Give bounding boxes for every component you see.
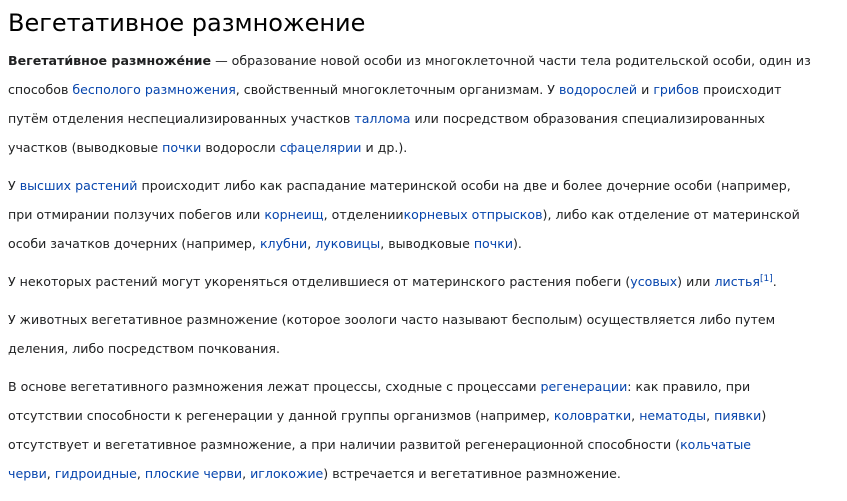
paragraph-definition <box>8 46 841 162</box>
text-line: У некоторых растений могут укореняться отделившиеся от материнского растения побеги (усовых) или листья[1]. <box>8 274 777 289</box>
text-line: отсутствует и вегетативное размножение, а при наличии развитой регенерационной способности (кольчатые <box>8 437 752 452</box>
page-title: Вегетативное размножение <box>8 9 366 37</box>
link-worms[interactable]: черви <box>8 466 47 481</box>
link-sphacelaria[interactable]: сфацелярии <box>279 140 362 155</box>
link-echinoderms[interactable]: иглокожие <box>250 466 324 481</box>
paragraph-higher-plants <box>8 171 841 258</box>
link-thallus[interactable]: таллома <box>354 111 411 126</box>
paragraph-rooting <box>8 267 841 296</box>
link-algae[interactable]: водорослей <box>558 82 638 97</box>
paragraph-animals <box>8 305 841 363</box>
link-leaves[interactable]: листья <box>714 274 760 289</box>
text-line: В основе вегетативного размножения лежат процессы, сходные с процессами регенерации: как правило, при <box>8 379 751 394</box>
link-tubers[interactable]: клубни <box>259 236 308 251</box>
link-higher-plants[interactable]: высших растений <box>19 178 138 193</box>
text-line: У высших растений происходит либо как распадание материнской особи на две и более дочерние особи (например, <box>8 178 791 193</box>
link-nematodes[interactable]: нематоды <box>639 408 707 423</box>
reference-1[interactable]: [1] <box>760 274 773 284</box>
paragraph-regeneration <box>8 372 841 488</box>
article-term: Вегетати́вное размноже́ние <box>8 53 212 68</box>
text-line: черви, гидроидные, плоские черви, иглокожие) встречается и вегетативное размножение. <box>8 466 621 481</box>
link-bulbs[interactable]: луковицы <box>315 236 381 251</box>
link-rhizomes[interactable]: корнеищ <box>264 207 324 222</box>
link-regeneration[interactable]: регенерации <box>540 379 628 394</box>
link-annelids[interactable]: кольчатые <box>680 437 752 452</box>
link-buds-2[interactable]: почки <box>473 236 513 251</box>
text-line: Вегетати́вное размноже́ние — образование новой особи из многоклеточной части тела родительской особи, один из <box>8 53 811 68</box>
text-line: путём отделения неспециализированных участков таллома или посредством образования специализированных <box>8 111 765 126</box>
link-asexual-reproduction[interactable]: бесполого размножения <box>72 82 236 97</box>
text-line: отсутствии способности к регенерации у данной группы организмов (например, коловратки, нематоды, пиявки) <box>8 408 767 423</box>
link-rotifers[interactable]: коловратки <box>553 408 632 423</box>
link-fungi[interactable]: грибов <box>653 82 700 97</box>
link-root-suckers[interactable]: корневых отпрысков <box>403 207 543 222</box>
link-hydroids[interactable]: гидроидные <box>54 466 137 481</box>
text-line: способов бесполого размножения, свойственный многоклеточным организмам. У водорослей и грибов происходит <box>8 82 782 97</box>
text-line: деления, либо посредством почкования. <box>8 341 280 356</box>
text-line: У животных вегетативное размножение (которое зоологи часто называют бесполым) осуществляется либо путем <box>8 312 776 327</box>
link-buds[interactable]: почки <box>162 140 202 155</box>
text-line: особи зачатков дочерних (например, клубни, луковицы, выводковые почки). <box>8 236 522 251</box>
link-stolons[interactable]: усовых <box>630 274 678 289</box>
text-line: участков (выводковые почки водоросли сфацелярии и др.). <box>8 140 408 155</box>
text-line: при отмирании ползучих побегов или корнеищ, отделениикорневых отпрысков), либо как отделение от материнской <box>8 207 800 222</box>
link-flatworms[interactable]: плоские черви <box>144 466 243 481</box>
link-leeches[interactable]: пиявки <box>714 408 762 423</box>
